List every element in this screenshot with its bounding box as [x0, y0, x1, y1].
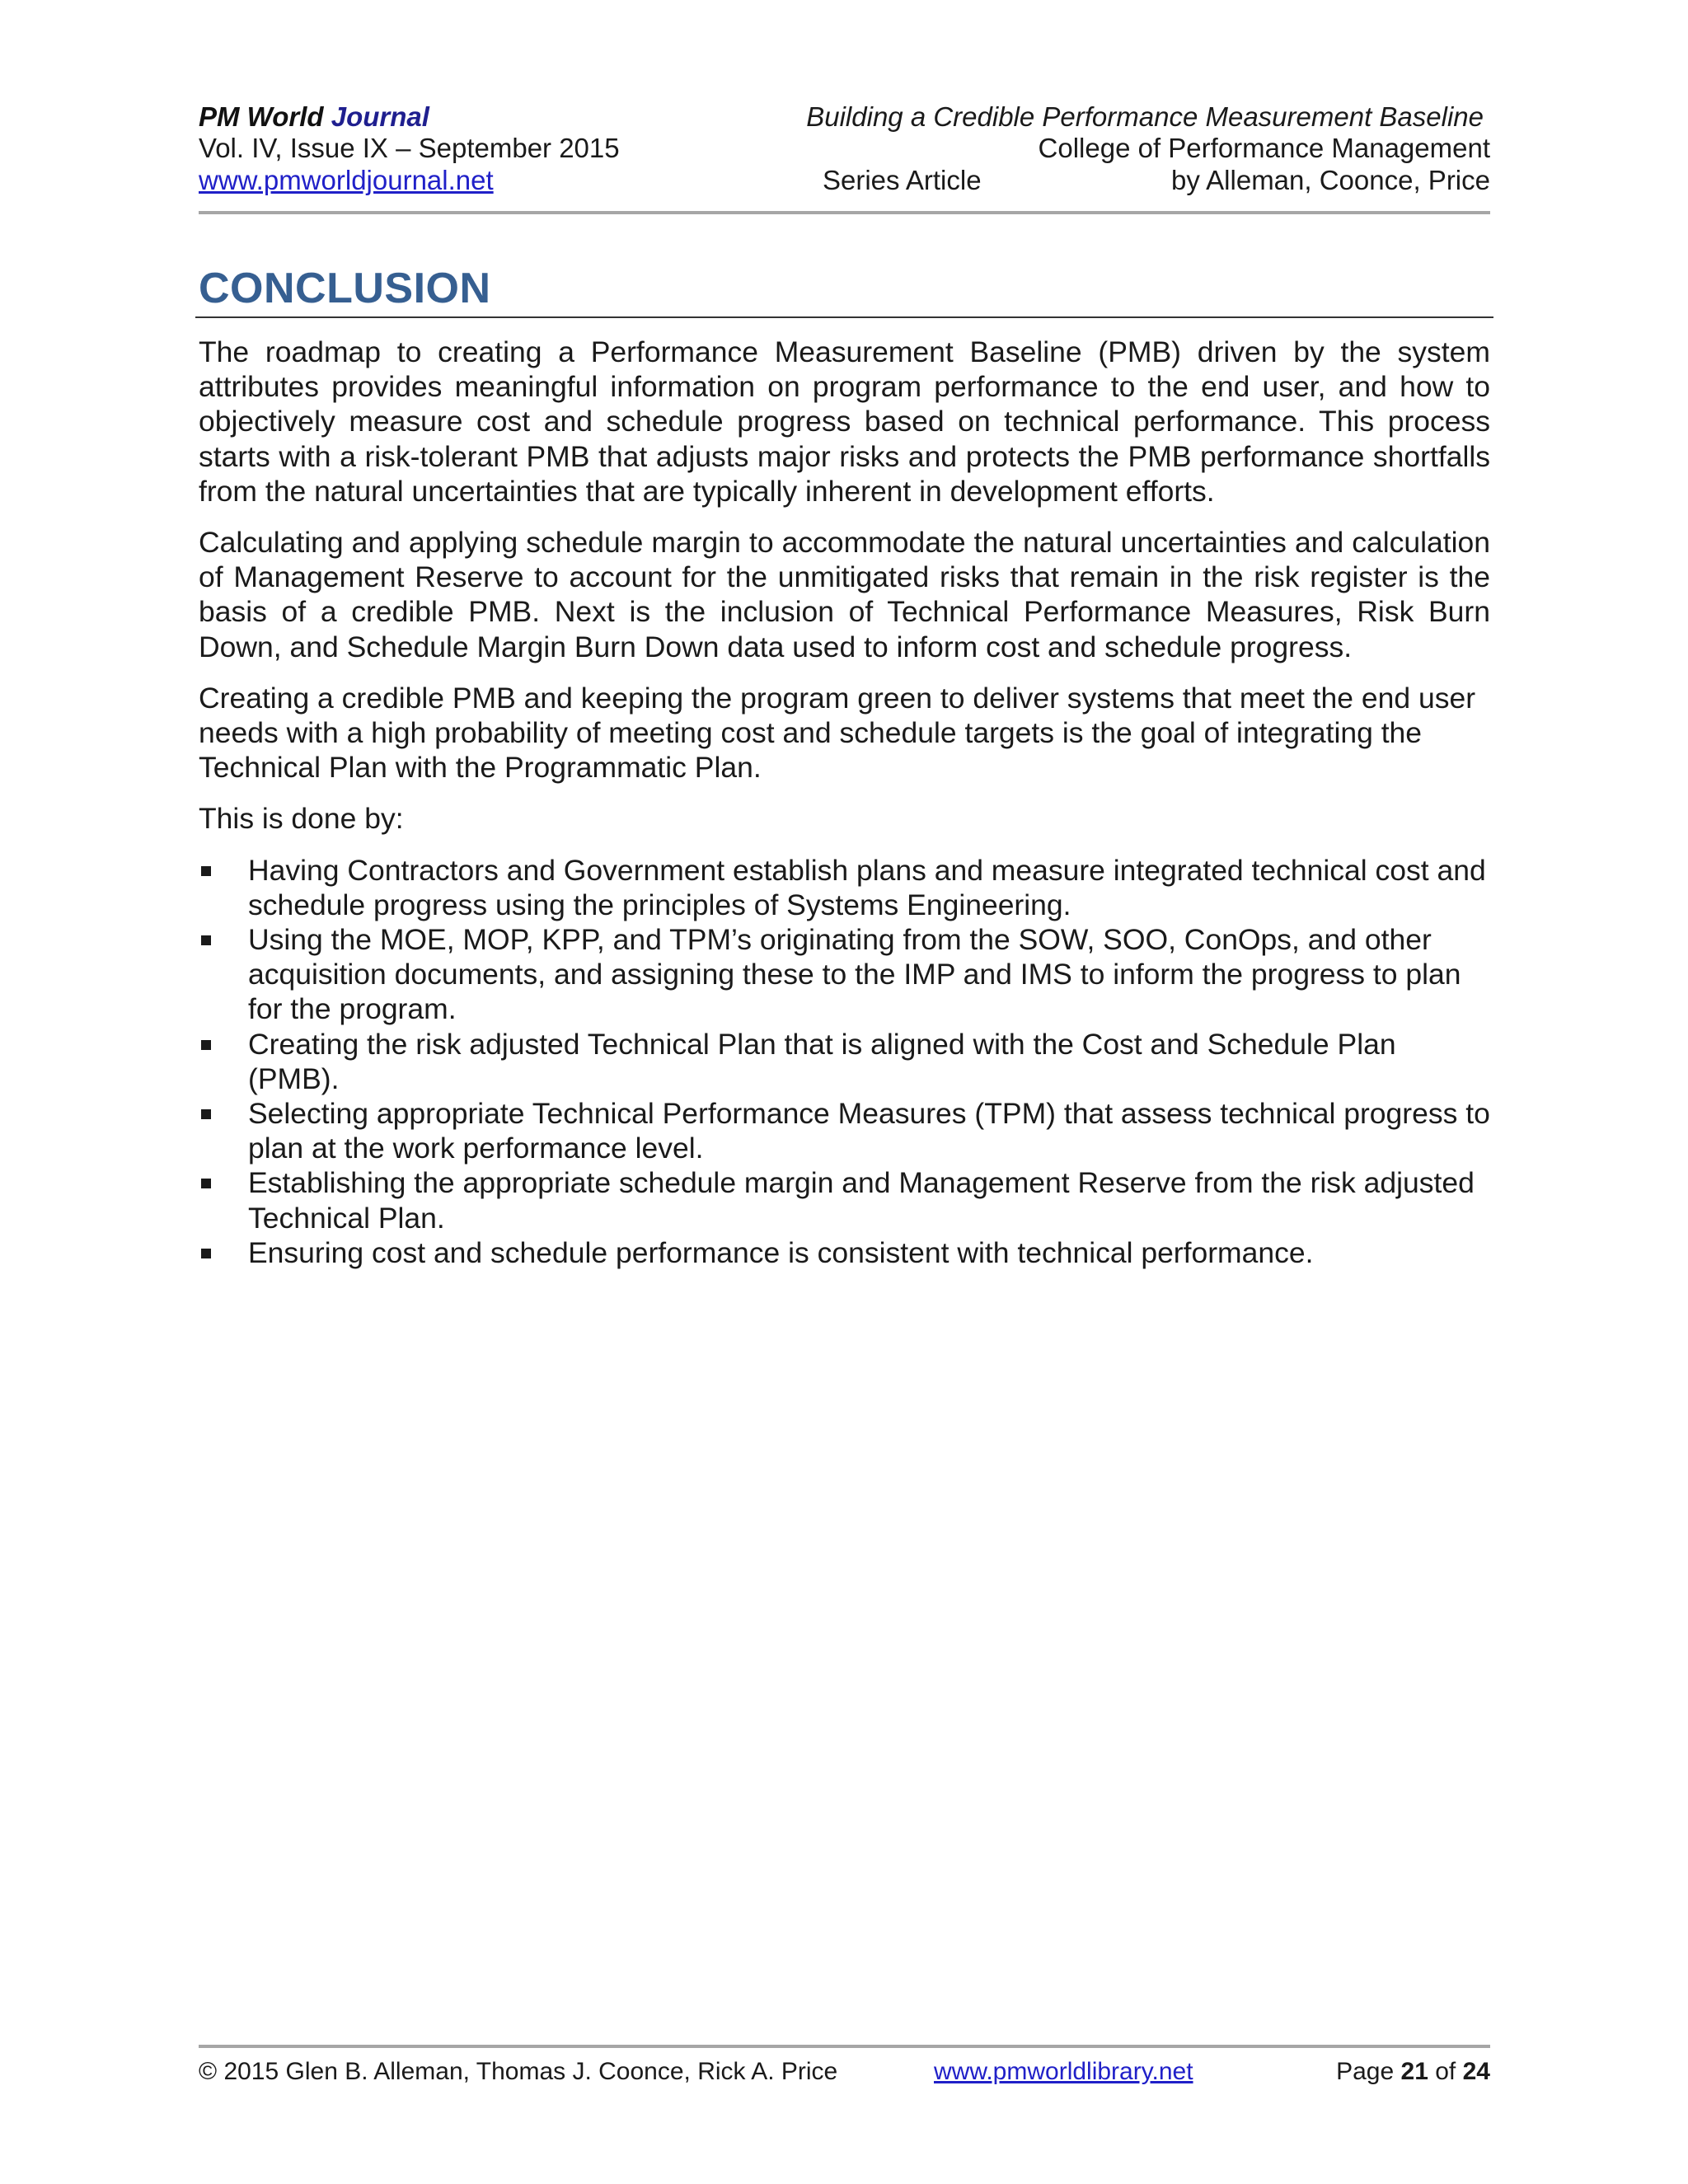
article-title: Building a Credible Performance Measurement Baseline — [806, 101, 1484, 132]
library-website-link[interactable]: www.pmworldlibrary.net — [934, 2058, 1193, 2085]
bullet-list — [199, 853, 1490, 1270]
organization-name: College of Performance Management — [1038, 133, 1490, 163]
list-item — [199, 1096, 1490, 1165]
page-number — [1336, 2055, 1490, 2088]
copyright-notice: © 2015 Glen B. Alleman, Thomas J. Coonce, Rick A. Price — [199, 2058, 838, 2085]
header-row-2 — [199, 132, 1490, 165]
page-footer — [199, 2055, 1490, 2088]
square-bullet-icon — [201, 1179, 211, 1188]
paragraph-2: Calculating and applying schedule margin to accommodate the natural uncertainties and calculation of Management Reserve to account for the unmitigated risks that remain in the risk register is the basis of a credible PMB. Next is the inclusion of Technical Performance Measures, Risk Burn Down, and Schedule Margin Burn Down data used to inform cost and schedule progress. — [199, 526, 1490, 663]
journal-brand — [199, 101, 429, 134]
list-item-text: Creating the risk adjusted Technical Plan that is aligned with the Cost and Schedule Plan (PMB). — [248, 1027, 1396, 1095]
journal-website-link[interactable]: www.pmworldjournal.net — [199, 165, 494, 195]
list-item-text: Selecting appropriate Technical Performance Measures (TPM) that assess technical progress to plan at the work performance level. — [248, 1097, 1490, 1165]
list-item — [199, 853, 1490, 922]
series-label: Series Article — [823, 165, 982, 195]
square-bullet-icon — [201, 935, 211, 945]
header-row-1 — [199, 101, 1490, 134]
issue-volume: Vol. IV, Issue IX – September 2015 — [199, 133, 620, 163]
square-bullet-icon — [201, 866, 211, 876]
heading-underline — [195, 316, 1493, 318]
square-bullet-icon — [201, 1249, 211, 1258]
page-total: 24 — [1462, 2058, 1490, 2085]
list-item-text: Ensuring cost and schedule performance is consistent with technical performance. — [248, 1235, 1314, 1269]
list-item — [199, 1027, 1490, 1096]
list-item-text: Having Contractors and Government establish plans and measure integrated technical cost and schedule progress using the principles of Systems Engineering. — [248, 853, 1486, 921]
page-word: Page — [1336, 2058, 1395, 2085]
body-content — [199, 335, 1490, 1270]
header-divider — [199, 211, 1490, 214]
list-item-text: Using the MOE, MOP, KPP, and TPM’s originating from the SOW, SOO, ConOps, and other acquisition documents, and assigning these to the IMP and IMS to inform the progress to plan for the program. — [248, 923, 1461, 1026]
brand-pm-world: PM World — [199, 101, 324, 132]
paragraph-3: Creating a credible PMB and keeping the program green to deliver systems that meet the end user needs with a high probability of meeting cost and schedule targets is the goal of integrating the Technical Plan with the Programmatic Plan. — [199, 681, 1476, 785]
document-page — [199, 0, 1490, 2184]
list-intro: This is done by: — [199, 802, 404, 836]
paragraph-1: The roadmap to creating a Performance Measurement Baseline (PMB) driven by the system attributes provides meaningful information on program performance to the end user, and how to objectively measure cost and schedule progress based on technical performance. This process starts with a risk-tolerant PMB that adjusts major risks and protects the PMB performance shortfalls from the natural uncertainties that are typically inherent in development efforts. — [199, 335, 1490, 508]
list-item — [199, 922, 1490, 1027]
header-row-3 — [199, 164, 1490, 197]
list-item-text: Establishing the appropriate schedule margin and Management Reserve from the risk adjusted Technical Plan. — [248, 1166, 1475, 1235]
page-current: 21 — [1400, 2058, 1428, 2085]
list-item — [199, 1165, 1490, 1235]
article-authors: by Alleman, Coonce, Price — [1170, 165, 1490, 195]
page-of-word: of — [1435, 2058, 1456, 2085]
list-item — [199, 1235, 1490, 1270]
footer-divider — [199, 2045, 1490, 2048]
brand-journal: Journal — [331, 101, 429, 132]
square-bullet-icon — [201, 1040, 211, 1050]
square-bullet-icon — [201, 1109, 211, 1119]
section-heading: CONCLUSION — [199, 265, 491, 312]
